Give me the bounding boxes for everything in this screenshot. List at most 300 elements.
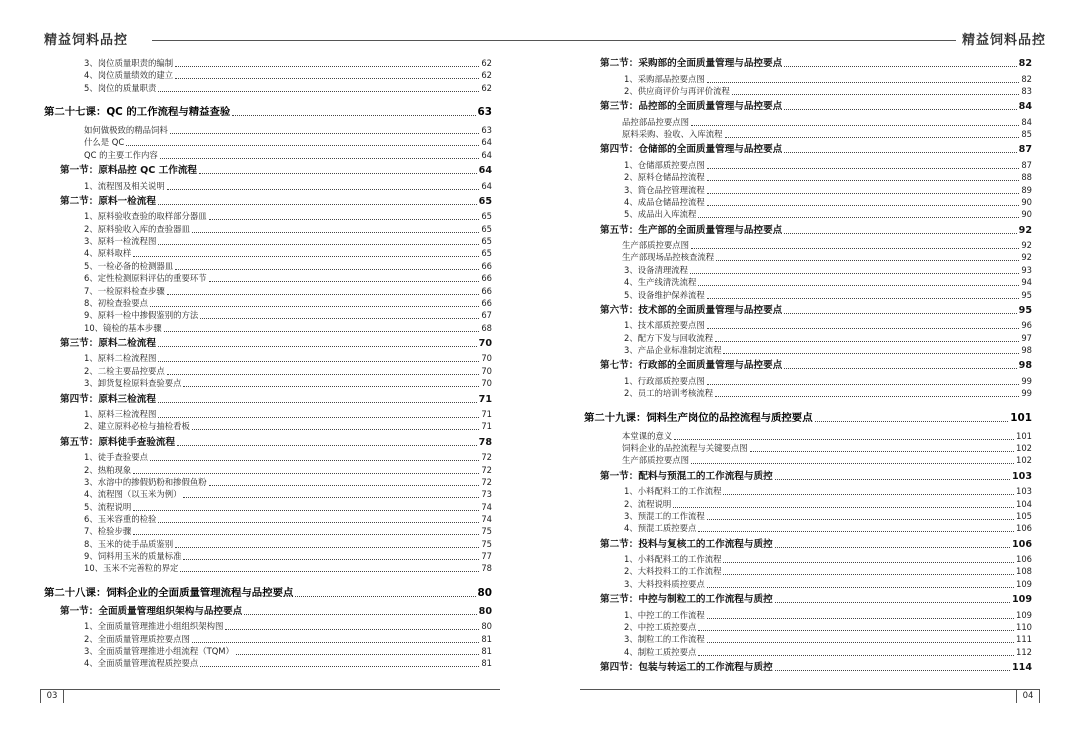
toc-entry-page: 92 bbox=[1018, 225, 1032, 236]
dot-leader bbox=[673, 507, 1014, 508]
dot-leader bbox=[784, 368, 1016, 369]
toc-entry[interactable] bbox=[622, 454, 1032, 467]
toc-entry-title: 2、中控工质控要点 bbox=[624, 622, 697, 632]
dot-leader bbox=[715, 341, 1019, 342]
dot-leader bbox=[295, 596, 475, 597]
toc-entry-page: 103 bbox=[1011, 471, 1032, 482]
toc-entry-title: 3、原料一检流程图 bbox=[84, 236, 157, 246]
toc-entry-title: 2、大料投料工的工作流程 bbox=[624, 566, 722, 576]
toc-entry-title: 9、饲料用玉米的质量标准 bbox=[84, 551, 182, 561]
dot-leader bbox=[707, 642, 1014, 643]
toc-entry-page: 65 bbox=[478, 196, 492, 207]
dot-leader bbox=[707, 205, 1020, 206]
toc-entry[interactable] bbox=[84, 352, 492, 365]
toc-entry[interactable] bbox=[84, 620, 492, 633]
dot-leader bbox=[133, 510, 479, 511]
toc-entry-title: 第七节：行政部的全面质量管理与品控要点 bbox=[600, 360, 783, 371]
toc-entry[interactable] bbox=[622, 128, 1032, 141]
dot-leader bbox=[690, 273, 1019, 274]
dot-leader bbox=[160, 158, 480, 159]
toc-entry-title: QC 的主要工作内容 bbox=[84, 150, 158, 160]
toc-entry-title: 5、一检必备的检测器皿 bbox=[84, 261, 174, 271]
toc-entry-page: 94 bbox=[1021, 277, 1032, 287]
dot-leader bbox=[707, 298, 1020, 299]
dot-leader bbox=[723, 353, 1019, 354]
toc-entry-page: 72 bbox=[481, 452, 492, 462]
toc-entry-title: 3、产品企业标准制定流程 bbox=[624, 345, 722, 355]
toc-entry-page: 78 bbox=[478, 437, 492, 448]
toc-entry-page: 101 bbox=[1016, 431, 1032, 441]
toc-entry[interactable] bbox=[84, 451, 492, 464]
toc-entry-page: 112 bbox=[1016, 647, 1032, 657]
toc-entry-page: 90 bbox=[1021, 197, 1032, 207]
toc-entry-title: 生产部质控要点图 bbox=[622, 455, 689, 465]
toc-entry-title: 3、卸货复检原料查验要点 bbox=[84, 378, 182, 388]
toc-entry[interactable] bbox=[84, 377, 492, 390]
toc-entry-page: 77 bbox=[481, 551, 492, 561]
toc-entry-title: 5、流程说明 bbox=[84, 502, 132, 512]
toc-entry-page: 95 bbox=[1018, 305, 1032, 316]
toc-entry-page: 96 bbox=[1021, 320, 1032, 330]
toc-entry-page: 65 bbox=[481, 248, 492, 258]
toc-entry-title: 1、流程图及相关说明 bbox=[84, 181, 165, 191]
toc-entry[interactable] bbox=[84, 272, 492, 285]
dot-leader bbox=[175, 66, 479, 67]
dot-leader bbox=[158, 417, 479, 418]
toc-entry-page: 64 bbox=[481, 137, 492, 147]
toc-entry[interactable] bbox=[84, 657, 492, 670]
toc-entry[interactable] bbox=[84, 488, 492, 501]
toc-entry-page: 81 bbox=[481, 634, 492, 644]
dot-leader bbox=[707, 168, 1020, 169]
toc-entry-page: 70 bbox=[481, 366, 492, 376]
toc-entry-title: 5、设备维护保养流程 bbox=[624, 290, 705, 300]
toc-entry-page: 82 bbox=[1018, 58, 1032, 69]
toc-entry-title: 第三节：原料二检流程 bbox=[60, 338, 156, 349]
toc-entry-title: 10、玉米不完善粒的界定 bbox=[84, 563, 179, 573]
toc-entry-page: 82 bbox=[1021, 74, 1032, 84]
toc-entry-page: 71 bbox=[481, 421, 492, 431]
toc-entry-title: 第二十七课：QC 的工作流程与精益查验 bbox=[44, 106, 231, 118]
toc-entry[interactable] bbox=[600, 538, 1032, 551]
toc-entry-title: 3、预混工的工作流程 bbox=[624, 511, 705, 521]
toc-entry[interactable] bbox=[624, 289, 1032, 302]
dot-leader bbox=[775, 670, 1010, 671]
toc-entry[interactable] bbox=[624, 319, 1032, 332]
dot-leader bbox=[167, 189, 480, 190]
toc-entry-page: 62 bbox=[481, 83, 492, 93]
toc-entry-page: 98 bbox=[1021, 345, 1032, 355]
dot-leader bbox=[775, 547, 1010, 548]
dot-leader bbox=[199, 173, 477, 174]
dot-leader bbox=[133, 256, 479, 257]
toc-entry-page: 92 bbox=[1021, 252, 1032, 262]
toc-entry[interactable] bbox=[600, 100, 1032, 113]
dot-leader bbox=[209, 219, 480, 220]
toc-entry-page: 97 bbox=[1021, 333, 1032, 343]
toc-entry-page: 64 bbox=[481, 181, 492, 191]
toc-entry-title: 4、原料取样 bbox=[84, 248, 132, 258]
dot-leader bbox=[784, 233, 1016, 234]
toc-entry-page: 98 bbox=[1018, 360, 1032, 371]
dot-leader bbox=[232, 115, 475, 116]
toc-entry-title: 3、岗位质量职责的编制 bbox=[84, 58, 174, 68]
left-page-header-title: 精益饲料品控 bbox=[44, 33, 129, 48]
toc-entry-page: 74 bbox=[481, 514, 492, 524]
toc-entry-page: 65 bbox=[481, 236, 492, 246]
dot-leader bbox=[180, 571, 479, 572]
toc-entry[interactable] bbox=[84, 525, 492, 538]
dot-leader bbox=[723, 574, 1014, 575]
toc-entry[interactable] bbox=[44, 587, 492, 600]
dot-leader bbox=[164, 331, 480, 332]
toc-entry-title: 2、热粕现象 bbox=[84, 465, 132, 475]
dot-leader bbox=[674, 439, 1014, 440]
toc-entry-page: 106 bbox=[1016, 523, 1032, 533]
toc-entry[interactable] bbox=[600, 304, 1032, 317]
toc-entry-page: 109 bbox=[1016, 610, 1032, 620]
toc-entry-page: 66 bbox=[481, 298, 492, 308]
dot-leader bbox=[177, 445, 477, 446]
toc-entry-page: 68 bbox=[481, 323, 492, 333]
toc-entry-page: 85 bbox=[1021, 129, 1032, 139]
toc-entry[interactable] bbox=[624, 646, 1032, 659]
toc-entry[interactable] bbox=[84, 136, 492, 149]
toc-entry[interactable] bbox=[60, 195, 492, 208]
toc-entry[interactable] bbox=[624, 578, 1032, 591]
toc-entry-title: 4、成品仓储品控流程 bbox=[624, 197, 705, 207]
dot-leader bbox=[784, 109, 1016, 110]
toc-entry-page: 102 bbox=[1016, 443, 1032, 453]
toc-entry-title: 3、大料投料质控要点 bbox=[624, 579, 705, 589]
dot-leader bbox=[775, 602, 1010, 603]
right-page-header-title: 精益饲料品控 bbox=[962, 33, 1047, 48]
toc-entry-page: 102 bbox=[1016, 455, 1032, 465]
toc-entry-page: 114 bbox=[1011, 662, 1032, 673]
toc-entry-title: 2、二检主要品控要点 bbox=[84, 366, 165, 376]
toc-entry-page: 63 bbox=[481, 125, 492, 135]
toc-entry-page: 87 bbox=[1018, 144, 1032, 155]
toc-entry-title: 第二十九课：饲料生产岗位的品控流程与质控要点 bbox=[584, 412, 813, 424]
toc-entry[interactable] bbox=[84, 210, 492, 223]
toc-entry[interactable] bbox=[624, 276, 1032, 289]
toc-entry-title: 3、设备清理流程 bbox=[624, 265, 688, 275]
toc-entry-page: 105 bbox=[1016, 511, 1032, 521]
toc-entry-title: 生产部现场品控核查流程 bbox=[622, 252, 715, 262]
toc-entry-title: 1、行政部质控要点图 bbox=[624, 376, 705, 386]
toc-entry[interactable] bbox=[624, 522, 1032, 535]
toc-entry-title: 原料采购、验收、入库流程 bbox=[622, 129, 723, 139]
dot-leader bbox=[183, 386, 479, 387]
toc-entry[interactable] bbox=[600, 224, 1032, 237]
toc-entry[interactable] bbox=[624, 387, 1032, 400]
toc-entry-title: 1、原料验收查验的取样部分器皿 bbox=[84, 211, 207, 221]
toc-entry-page: 73 bbox=[481, 489, 492, 499]
toc-entry-title: 第四节：包装与转运工的工作流程与质控 bbox=[600, 662, 773, 673]
toc-entry[interactable] bbox=[60, 164, 492, 177]
toc-entry-title: 品控部品控要点图 bbox=[622, 117, 689, 127]
toc-entry-title: 1、小料配料工的工作流程 bbox=[624, 554, 722, 564]
toc-entry-title: 第二节：原料一检流程 bbox=[60, 196, 156, 207]
dot-leader bbox=[200, 318, 479, 319]
toc-entry-page: 80 bbox=[481, 621, 492, 631]
toc-entry[interactable] bbox=[60, 337, 492, 350]
dot-leader bbox=[167, 374, 480, 375]
dot-leader bbox=[707, 587, 1014, 588]
left-footer-rule bbox=[40, 689, 500, 690]
toc-entry-title: 2、全面质量管理质控要点图 bbox=[84, 634, 190, 644]
dot-leader bbox=[707, 519, 1014, 520]
toc-entry-page: 104 bbox=[1016, 499, 1032, 509]
toc-entry-page: 70 bbox=[481, 353, 492, 363]
toc-entry-title: 1、技术部质控要点图 bbox=[624, 320, 705, 330]
dot-leader bbox=[784, 66, 1016, 67]
toc-entry[interactable] bbox=[60, 605, 492, 618]
toc-entry-title: 第六节：技术部的全面质量管理与品控要点 bbox=[600, 305, 783, 316]
toc-entry[interactable] bbox=[600, 57, 1032, 70]
toc-entry[interactable] bbox=[624, 485, 1032, 498]
toc-entry[interactable] bbox=[84, 420, 492, 433]
dot-leader bbox=[244, 614, 476, 615]
dot-leader bbox=[183, 559, 479, 560]
toc-entry-title: 2、配方下发与回收流程 bbox=[624, 333, 714, 343]
toc-entry-title: 第一节：全面质量管理组织架构与品控要点 bbox=[60, 606, 243, 617]
toc-entry[interactable] bbox=[624, 565, 1032, 578]
toc-entry[interactable] bbox=[44, 106, 492, 119]
toc-entry-page: 111 bbox=[1016, 634, 1032, 644]
toc-entry-page: 80 bbox=[478, 606, 492, 617]
dot-leader bbox=[192, 642, 480, 643]
toc-entry-title: 2、原料仓储品控流程 bbox=[624, 172, 705, 182]
toc-entry-title: 4、岗位质量绩效的建立 bbox=[84, 70, 174, 80]
dot-leader bbox=[126, 145, 479, 146]
toc-entry-page: 109 bbox=[1016, 579, 1032, 589]
toc-entry-page: 66 bbox=[481, 261, 492, 271]
dot-leader bbox=[707, 618, 1014, 619]
dot-leader bbox=[725, 137, 1020, 138]
toc-entry-page: 62 bbox=[481, 58, 492, 68]
toc-entry-title: 3、全面质量管理推进小组流程（TQM） bbox=[84, 646, 234, 656]
toc-entry-page: 65 bbox=[481, 211, 492, 221]
toc-entry[interactable] bbox=[60, 436, 492, 449]
toc-entry-page: 64 bbox=[478, 165, 492, 176]
toc-entry-title: 第四节：原料三检流程 bbox=[60, 394, 156, 405]
toc-entry-title: 第三节：中控与制粒工的工作流程与质控 bbox=[600, 594, 773, 605]
toc-entry-title: 4、流程图（以玉米为例） bbox=[84, 489, 182, 499]
dot-leader bbox=[158, 361, 479, 362]
toc-entry-page: 101 bbox=[1010, 412, 1032, 424]
toc-entry-title: 本堂课的意义 bbox=[622, 431, 673, 441]
toc-entry-title: 6、玉米容重的检验 bbox=[84, 514, 157, 524]
dot-leader bbox=[715, 396, 1019, 397]
toc-entry[interactable] bbox=[84, 309, 492, 322]
dot-leader bbox=[750, 451, 1014, 452]
toc-entry-page: 99 bbox=[1021, 376, 1032, 386]
header-rule bbox=[152, 40, 956, 41]
dot-leader bbox=[225, 629, 479, 630]
toc-entry[interactable] bbox=[624, 633, 1032, 646]
toc-entry-title: 1、仓储部质控要点图 bbox=[624, 160, 705, 170]
dot-leader bbox=[698, 630, 1014, 631]
dot-leader bbox=[209, 281, 480, 282]
dot-leader bbox=[158, 522, 479, 523]
toc-entry-page: 62 bbox=[481, 70, 492, 80]
toc-entry-page: 110 bbox=[1016, 622, 1032, 632]
right-footer-rule bbox=[580, 689, 1040, 690]
toc-entry-page: 95 bbox=[1021, 290, 1032, 300]
toc-entry-title: 5、岗位的质量职责 bbox=[84, 83, 157, 93]
toc-entry-title: 8、玉米的徒手品质鉴别 bbox=[84, 539, 174, 549]
toc-entry-title: 1、徒手查验要点 bbox=[84, 452, 148, 462]
dot-leader bbox=[707, 180, 1020, 181]
dot-leader bbox=[698, 217, 1019, 218]
toc-entry-title: 第二十八课：饲料企业的全面质量管理流程与品控要点 bbox=[44, 587, 294, 599]
dot-leader bbox=[192, 232, 480, 233]
toc-entry-title: 4、预混工质控要点 bbox=[624, 523, 697, 533]
toc-entry[interactable] bbox=[624, 171, 1032, 184]
toc-entry-title: 3、筒仓品控管理流程 bbox=[624, 185, 705, 195]
toc-entry[interactable] bbox=[600, 359, 1032, 372]
toc-entry[interactable] bbox=[84, 82, 492, 95]
toc-entry-title: 第四节：仓储部的全面质量管理与品控要点 bbox=[600, 144, 783, 155]
toc-entry-page: 81 bbox=[481, 646, 492, 656]
toc-entry-title: 4、生产线清洗流程 bbox=[624, 277, 697, 287]
toc-entry[interactable] bbox=[584, 412, 1032, 425]
toc-entry-title: 第三节：品控部的全面质量管理与品控要点 bbox=[600, 101, 783, 112]
toc-entry-title: 什么是 QC bbox=[84, 137, 125, 147]
toc-entry-page: 64 bbox=[481, 150, 492, 160]
toc-entry[interactable] bbox=[84, 180, 492, 193]
toc-entry[interactable] bbox=[84, 247, 492, 260]
toc-entry-title: 2、员工的培训考核流程 bbox=[624, 388, 714, 398]
dot-leader bbox=[175, 547, 479, 548]
toc-entry-page: 66 bbox=[481, 286, 492, 296]
toc-entry-title: 1、原料二检流程图 bbox=[84, 353, 157, 363]
toc-entry[interactable] bbox=[622, 251, 1032, 264]
toc-entry[interactable] bbox=[84, 69, 492, 82]
toc-entry[interactable] bbox=[84, 149, 492, 162]
toc-entry-title: 1、中控工的工作流程 bbox=[624, 610, 705, 620]
toc-entry-page: 83 bbox=[1021, 86, 1032, 96]
toc-entry-page: 71 bbox=[478, 394, 492, 405]
toc-entry[interactable] bbox=[624, 208, 1032, 221]
dot-leader bbox=[158, 91, 479, 92]
dot-leader bbox=[158, 244, 479, 245]
dot-leader bbox=[707, 193, 1020, 194]
toc-entry-page: 81 bbox=[481, 658, 492, 668]
toc-entry-title: 2、原料验收入库的查验器皿 bbox=[84, 224, 190, 234]
toc-entry[interactable] bbox=[600, 143, 1032, 156]
toc-entry-title: 第二节：投料与复核工的工作流程与质控 bbox=[600, 539, 773, 550]
toc-entry-title: 9、原料一检中掺假鉴别的方法 bbox=[84, 310, 199, 320]
toc-entry-page: 93 bbox=[1021, 265, 1032, 275]
dot-leader bbox=[236, 654, 479, 655]
toc-entry-title: 如何做极致的精品饲料 bbox=[84, 125, 168, 135]
toc-entry[interactable] bbox=[624, 85, 1032, 98]
toc-entry-page: 84 bbox=[1018, 101, 1032, 112]
toc-entry[interactable] bbox=[624, 344, 1032, 357]
toc-entry[interactable] bbox=[600, 470, 1032, 483]
toc-entry-title: 1、全面质量管理推进小组组织架构图 bbox=[84, 621, 224, 631]
dot-leader bbox=[723, 562, 1014, 563]
dot-leader bbox=[170, 133, 480, 134]
toc-entry-title: 第五节：原料徒手查验流程 bbox=[60, 437, 176, 448]
toc-entry-title: 1、小料配料工的工作流程 bbox=[624, 486, 722, 496]
dot-leader bbox=[158, 402, 477, 403]
toc-entry-page: 75 bbox=[481, 526, 492, 536]
dot-leader bbox=[158, 346, 477, 347]
dot-leader bbox=[158, 204, 477, 205]
toc-entry[interactable] bbox=[60, 393, 492, 406]
toc-entry-page: 88 bbox=[1021, 172, 1032, 182]
toc-entry-page: 65 bbox=[481, 224, 492, 234]
toc-entry-title: 1、原料三检流程图 bbox=[84, 409, 157, 419]
dot-leader bbox=[150, 306, 479, 307]
toc-entry[interactable] bbox=[84, 322, 492, 335]
toc-entry-page: 63 bbox=[477, 106, 492, 118]
toc-entry-page: 103 bbox=[1016, 486, 1032, 496]
dot-leader bbox=[691, 463, 1014, 464]
dot-leader bbox=[784, 313, 1016, 314]
toc-entry-title: 1、采购部品控要点图 bbox=[624, 74, 705, 84]
toc-entry-title: 2、建立原料必检与抽检看板 bbox=[84, 421, 190, 431]
toc-entry-title: 生产部质控要点图 bbox=[622, 240, 689, 250]
toc-entry-page: 99 bbox=[1021, 388, 1032, 398]
toc-entry-page: 71 bbox=[481, 409, 492, 419]
dot-leader bbox=[183, 497, 479, 498]
toc-entry-title: 第二节：采购部的全面质量管理与品控要点 bbox=[600, 58, 783, 69]
dot-leader bbox=[175, 78, 479, 79]
toc-entry-title: 7、检验步骤 bbox=[84, 526, 132, 536]
dot-leader bbox=[784, 152, 1016, 153]
toc-entry-title: 6、定性检测原料评估的重要环节 bbox=[84, 273, 207, 283]
dot-leader bbox=[698, 285, 1019, 286]
toc-entry-title: 4、制粒工质控要点 bbox=[624, 647, 697, 657]
toc-entry-page: 106 bbox=[1016, 554, 1032, 564]
dot-leader bbox=[691, 248, 1019, 249]
toc-entry-title: 3、制粒工的工作流程 bbox=[624, 634, 705, 644]
left-page-number: 03 bbox=[40, 689, 64, 703]
toc-entry[interactable] bbox=[600, 593, 1032, 606]
toc-entry[interactable] bbox=[84, 562, 492, 575]
toc-entry-page: 70 bbox=[478, 338, 492, 349]
dot-leader bbox=[209, 485, 480, 486]
toc-entry-page: 108 bbox=[1016, 566, 1032, 576]
dot-leader bbox=[732, 94, 1020, 95]
toc-entry-page: 72 bbox=[481, 465, 492, 475]
toc-entry-title: 饲料企业的品控流程与关键要点图 bbox=[622, 443, 748, 453]
dot-leader bbox=[691, 125, 1019, 126]
toc-entry-title: 5、成品出入库流程 bbox=[624, 209, 697, 219]
toc-entry-page: 106 bbox=[1011, 539, 1032, 550]
toc-entry-title: 2、供应商评价与再评价流程 bbox=[624, 86, 730, 96]
toc-entry-page: 67 bbox=[481, 310, 492, 320]
toc-entry-title: 7、一检原料检查步骤 bbox=[84, 286, 165, 296]
toc-entry-title: 第五节：生产部的全面质量管理与品控要点 bbox=[600, 225, 783, 236]
toc-entry[interactable] bbox=[600, 661, 1032, 674]
dot-leader bbox=[707, 328, 1020, 329]
toc-entry-title: 3、水溶中的掺假奶粉和掺假鱼粉 bbox=[84, 477, 207, 487]
dot-leader bbox=[698, 531, 1014, 532]
toc-entry-page: 66 bbox=[481, 273, 492, 283]
dot-leader bbox=[150, 460, 479, 461]
toc-entry-page: 92 bbox=[1021, 240, 1032, 250]
dot-leader bbox=[175, 269, 479, 270]
dot-leader bbox=[707, 384, 1020, 385]
right-page-number: 04 bbox=[1016, 689, 1040, 703]
toc-entry-title: 第一节：配料与预混工的工作流程与质控 bbox=[600, 471, 773, 482]
dot-leader bbox=[192, 429, 480, 430]
